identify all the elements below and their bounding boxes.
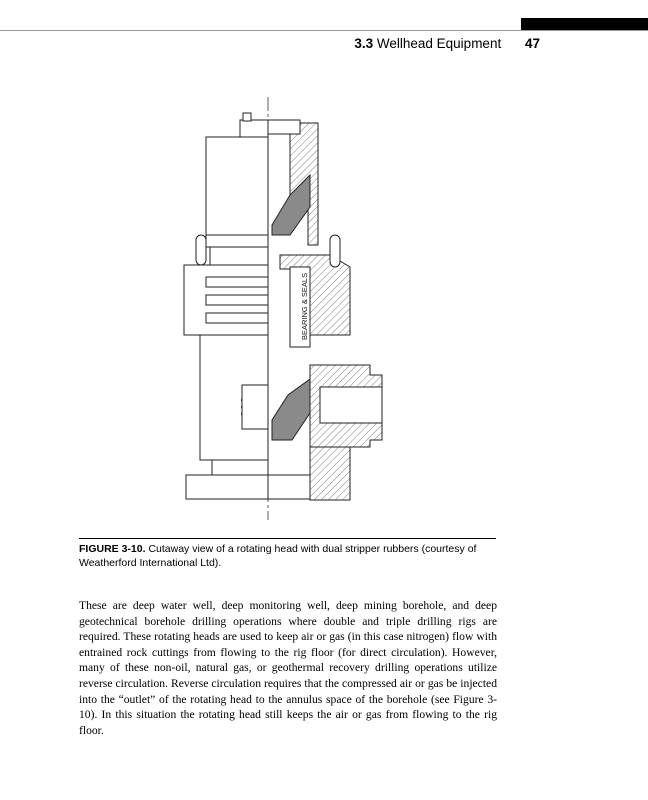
section-title: Wellhead Equipment xyxy=(376,36,502,51)
caption-rule xyxy=(79,538,496,539)
caption-text: Cutaway view of a rotating head with dual stripper rubbers (courtesy of Weatherford International Ltd). xyxy=(79,543,477,569)
header-bar xyxy=(521,18,648,30)
rotating-head-drawing xyxy=(160,95,420,525)
section-number: 3.3 xyxy=(354,36,374,51)
rotating-head-figure xyxy=(160,95,420,525)
running-head xyxy=(300,36,540,51)
figure-label: FIGURE 3-10. xyxy=(79,543,146,555)
header-rule xyxy=(0,30,648,31)
figure-caption xyxy=(79,542,499,570)
page-number: 47 xyxy=(524,36,540,51)
bearing-seals-label: BEARING & SEALS xyxy=(300,272,309,340)
body-paragraph: These are deep water well, deep monitoring well, deep mining borehole, and deep geotechnical borehole drilling operations where double and triple drilling rigs are required. These rotating heads are used to keep air or gas (in this case nitrogen) flow with entrained rock cuttings from flowing to the rig floor (for direct circulation). However, many of these non-oil, natural gas, or geothermal recovery drilling operations utilize reverse circulation. Reverse circulation requires that the compressed air or gas be injected into the “outlet” of the rotating head to the annulus space of the borehole (see Figure 3-10). In this situation the rotating head still keeps the air or gas from flowing to the rig floor. xyxy=(79,599,497,737)
